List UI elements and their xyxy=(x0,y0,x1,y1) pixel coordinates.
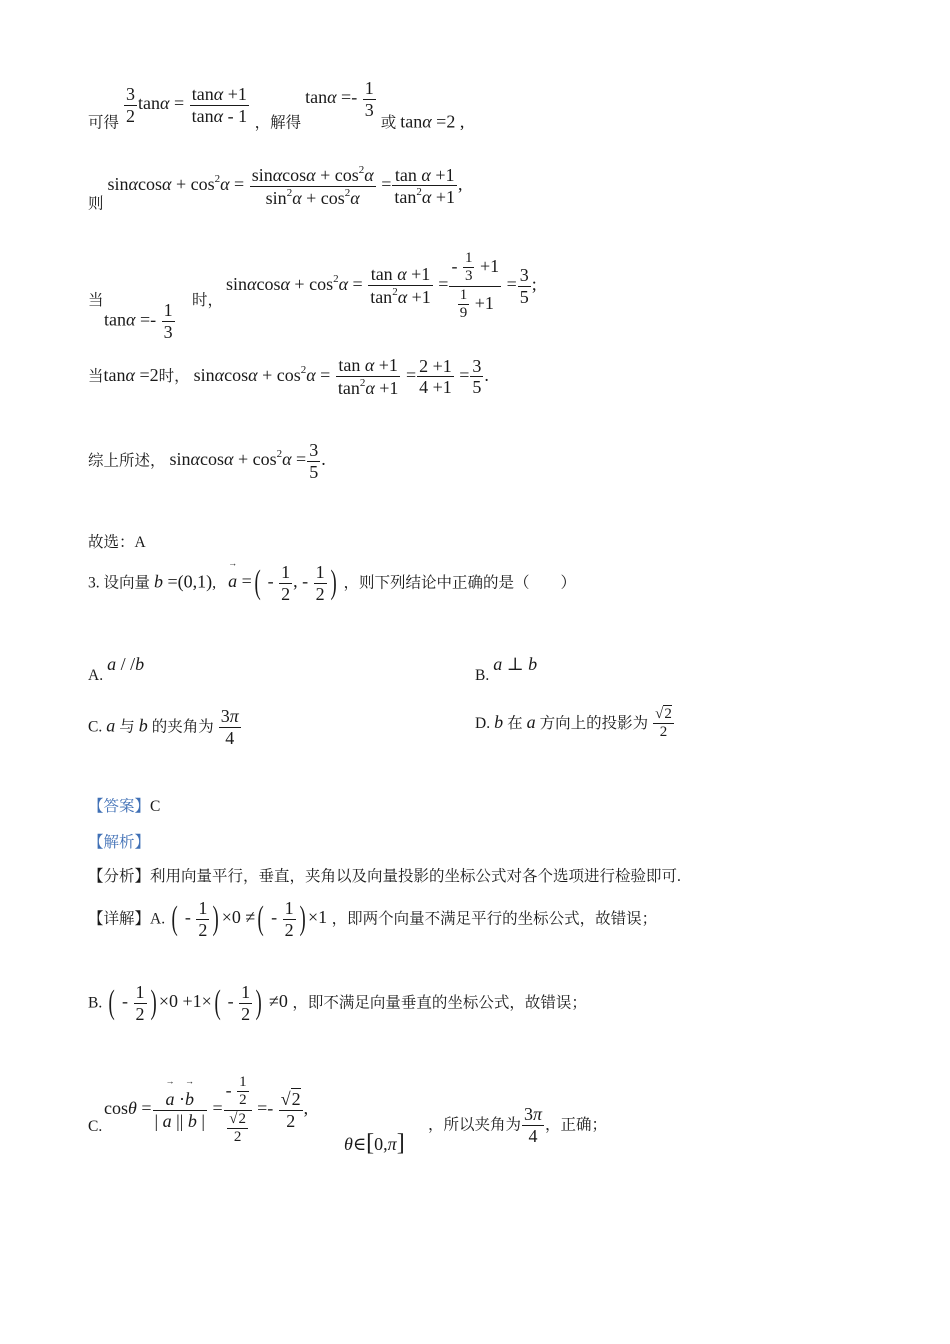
detail-c-mid: ，所以夹角为 xyxy=(428,1116,522,1134)
option-d-a: a xyxy=(526,711,536,732)
line-2-prefix: 则 xyxy=(88,195,104,213)
option-c-mid: 与 xyxy=(119,718,135,736)
option-d-b: b xyxy=(494,711,504,732)
detail-c-tail xyxy=(428,1104,607,1146)
option-c-end: 的夹角为 xyxy=(151,718,214,736)
vector-a-def: → a =( - $\frac{1}{2}$ , - $\frac{1}{2}$ ) xyxy=(228,571,343,591)
detail-b xyxy=(88,982,587,1024)
detail-b-formula: ( - $\frac{1}{2}$ ) ×0 +1×( - $\frac{1}{2}$ ) ≠0 xyxy=(108,982,293,1024)
option-a-label: A. xyxy=(88,667,104,684)
formula-2: $\sin\alpha\cos\alpha + \cos^2\alpha$ = $\frac{\sin\alpha\cos\alpha + \cos^2\alpha}{\sin^2\alpha + \cos^2\alpha}$ = $\frac{\text{tan α +1}}{\tan^2\alpha +1}$ , xyxy=(107,164,463,208)
detail-a xyxy=(88,898,657,940)
line-4-prefix: 当 xyxy=(88,367,104,385)
formula-1: $\frac{3}{2}$ tanα = $\frac{\tan\alpha +1}{\tan\alpha - 1}$ xyxy=(126,84,248,126)
detail-c-label: C. xyxy=(88,1118,103,1135)
line-1-mid: ，解得 xyxy=(254,114,302,132)
option-c-a: a xyxy=(106,715,116,736)
theta-range: θ∈[0,π] xyxy=(344,1130,405,1156)
detail-c-formula: cosθ = → $\frac{a \cdot\to b}{| a || b |}$ = - $\frac{1}{2}$ $\frac{√2}{2}$ =- $\frac{√2}{2}$ , xyxy=(104,1074,308,1146)
detail-c-end: ，正确； xyxy=(545,1116,608,1134)
line-1-or: 或 xyxy=(380,114,397,132)
line-3-mid: 时， xyxy=(192,292,224,309)
option-d-end: 方向上的投影为 xyxy=(539,714,649,732)
formula-4a: tanα =2 xyxy=(103,364,159,385)
option-b[interactable] xyxy=(475,654,537,685)
answer-value: C xyxy=(150,798,161,815)
formula-1b: tanα =- $\frac{1}{3}$ xyxy=(305,78,374,120)
formula-3b: $\sin\alpha\cos\alpha + \cos^2\alpha$ = $\frac{\text{tan α +1}}{\tan^2\alpha +1}$ = - $\frac{1}{3}$ +1 $\frac{1}{9}$ +1 = $\frac{3}{5}$ ; xyxy=(226,250,537,321)
conclusion: 故选：A xyxy=(88,534,146,551)
detail-tag: 【详解】 xyxy=(88,910,151,928)
option-c-label: C. xyxy=(88,718,103,736)
detail-a-text: ，即两个向量不满足平行的坐标公式，故错误； xyxy=(331,910,658,928)
option-c[interactable] xyxy=(88,706,242,748)
option-b-formula: a ⊥ b xyxy=(493,654,538,674)
detail-b-label: B. xyxy=(88,994,103,1012)
fenxi-tag: 【分析】 xyxy=(88,868,151,885)
question-number: 3. 设向量 xyxy=(88,574,151,592)
option-c-value: $\frac{3\pi}{4}$ xyxy=(220,706,239,748)
formula-1c: tanα =2 , xyxy=(400,111,465,132)
line-2 xyxy=(88,164,463,213)
fenxi-line xyxy=(88,864,681,886)
option-d[interactable] xyxy=(475,706,675,742)
line-4 xyxy=(88,355,489,398)
detail-a-formula: ( - $\frac{1}{2}$ ) ×0 ≠( - $\frac{1}{2}$ ) ×1 xyxy=(171,898,332,940)
option-d-value: $\frac{√2}{2}$ xyxy=(655,706,672,741)
line-4-mid: 时， xyxy=(158,367,190,385)
line-1-prefix: 可得 xyxy=(88,114,120,132)
question-suffix: ，则下列结论中正确的是（ ） xyxy=(343,574,576,592)
vector-b-def: b =(0,1) xyxy=(154,571,213,592)
line-3-prefix: 当 xyxy=(88,292,104,309)
detail-c-angle: $\frac{3\pi}{4}$ xyxy=(524,1104,543,1146)
option-d-label: D. xyxy=(475,714,491,732)
detail-b-text: ，即不满足向量垂直的坐标公式，故错误； xyxy=(292,994,587,1012)
line-5 xyxy=(88,440,326,482)
analysis-tag: 【解析】 xyxy=(88,834,151,851)
line-1 xyxy=(88,78,464,132)
fenxi-text: 利用向量平行，垂直，夹角以及向量投影的坐标公式对各个选项进行检验即可. xyxy=(150,868,681,885)
option-b-label: B. xyxy=(475,667,490,684)
answer-tag: 【答案】 xyxy=(88,798,151,815)
option-c-b: b xyxy=(138,715,148,736)
line-5-prefix: 综上所述， xyxy=(88,452,166,470)
formula-4b: $\sin\alpha\cos\alpha + \cos^2\alpha$ = $\frac{\text{tan α +1}}{\tan^2\alpha +1}$ = $\frac{2 +1}{4 +1}$ = $\frac{3}{5}$ . xyxy=(193,355,489,398)
option-a-formula: a / /b xyxy=(107,654,145,674)
question-3: 3. 设向量 b =(0,1), → a =( - $\frac{1}{2}$ , - $\frac{1}{2}$ ) ，则下列结论中正确的是（ ） xyxy=(88,562,576,604)
formula-3a: tanα =- $\frac{1}{3}$ xyxy=(104,300,173,342)
option-a[interactable] xyxy=(88,654,144,685)
option-d-mid: 在 xyxy=(507,714,523,732)
formula-5: $\sin\alpha\cos\alpha + \cos^2\alpha$ = $\frac{3}{5}$ . xyxy=(169,440,326,482)
answer-line xyxy=(88,794,160,816)
detail-a-label: A. xyxy=(150,910,166,928)
